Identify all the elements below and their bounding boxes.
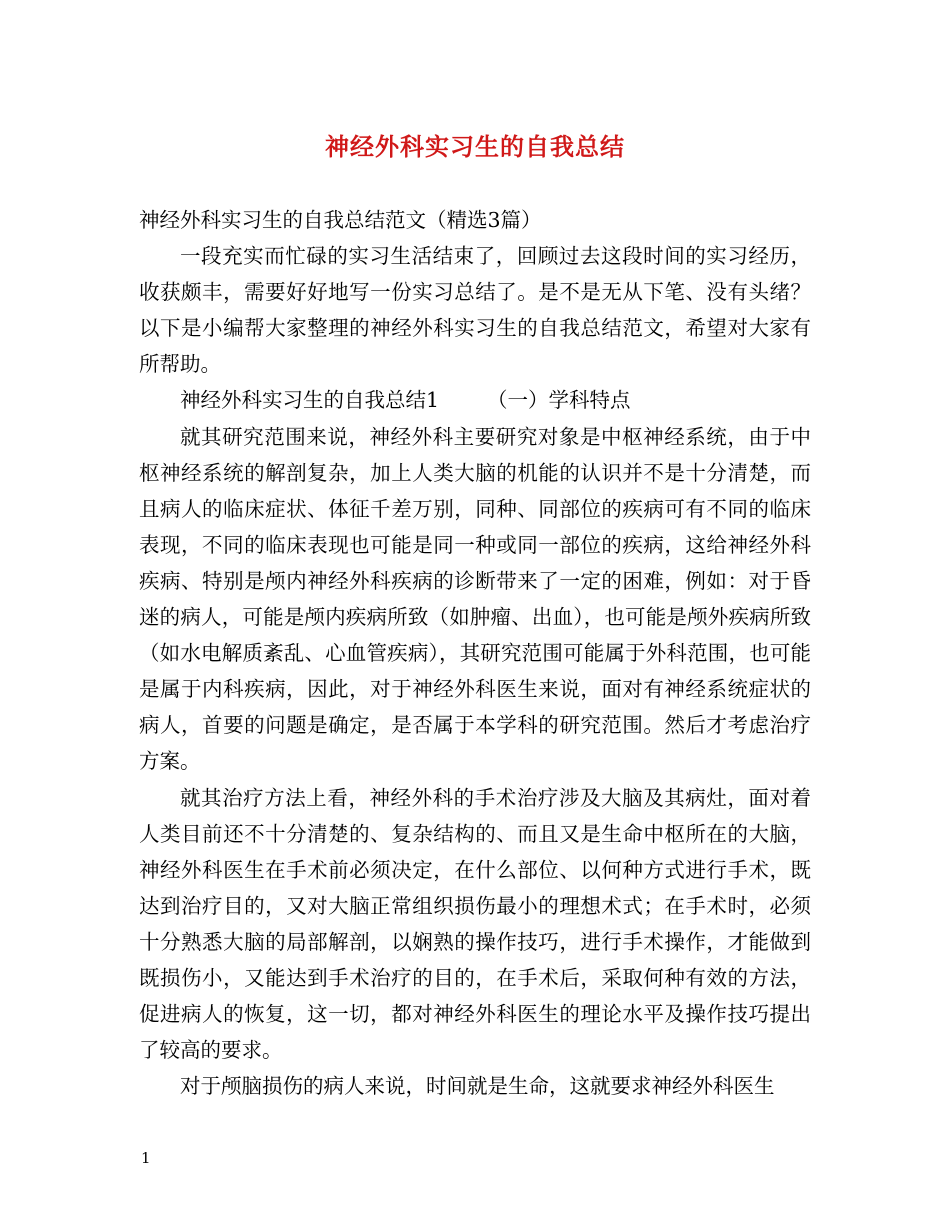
body-paragraph-3: 对于颅脑损伤的病人来说，时间就是生命，这就要求神经外科医生: [180, 1074, 775, 1099]
body-paragraph-1: 就其研究范围来说，神经外科主要研究对象是中枢神经系统，由于中枢神经系统的解剖复杂，加上人类大脑的机能的认识并不是十分清楚，而且病人的临床症状、体征千差万别，同种、同部位的疾病可有不同的临床表现，不同的临床表现也可能是同一种或同一部位的疾病，这给神经外科疾病、特别是颅内神经外科疾病的诊断带来了一定的困难，例如：对于昏迷的病人，可能是颅内疾病所致（如肿瘤、出血），也可能是颅外疾病所致（如水电解质紊乱、心血管疾病），其研究范围可能属于外科范围，也可能是属于内科疾病，因此，对于神经外科医生来说，面对有神经系统症状的病人，首要的问题是确定，是否属于本学科的研究范围。然后才考虑治疗方案。: [139, 424, 811, 774]
body-paragraph-2: 就其治疗方法上看，神经外科的手术治疗涉及大脑及其病灶，面对着人类目前还不十分清楚的、复杂结构的、而且又是生命中枢所在的大脑，神经外科医生在手术前必须决定，在什么部位、以何种方式进行手术，既达到治疗目的，又对大脑正常组织损伤最小的理想术式；在手术时，必须十分熟悉大脑的局部解剖，以娴熟的操作技巧，进行手术操作，才能做到既损伤小，又能达到手术治疗的目的，在手术后，采取何种有效的方法，促进病人的恢复，这一切，都对神经外科医生的理论水平及操作技巧提出了较高的要求。: [139, 785, 811, 1063]
section-heading: 神经外科实习生的自我总结1: [180, 388, 440, 413]
document-subtitle: 神经外科实习生的自我总结范文（精选3篇）: [139, 208, 542, 232]
page-number: 1: [141, 1149, 151, 1167]
section-subheading: （一）学科特点: [487, 388, 631, 413]
intro-paragraph: 一段充实而忙碌的实习生活结束了，回顾过去这段时间的实习经历，收获颇丰，需要好好地写一份实习总结了。是不是无从下笔、没有头绪？以下是小编帮大家整理的神经外科实习生的自我总结范文，希望对大家有所帮助。: [139, 244, 811, 377]
document-body: [139, 202, 811, 1104]
section-heading-line: [139, 382, 811, 418]
document-title: 神经外科实习生的自我总结: [325, 132, 625, 161]
